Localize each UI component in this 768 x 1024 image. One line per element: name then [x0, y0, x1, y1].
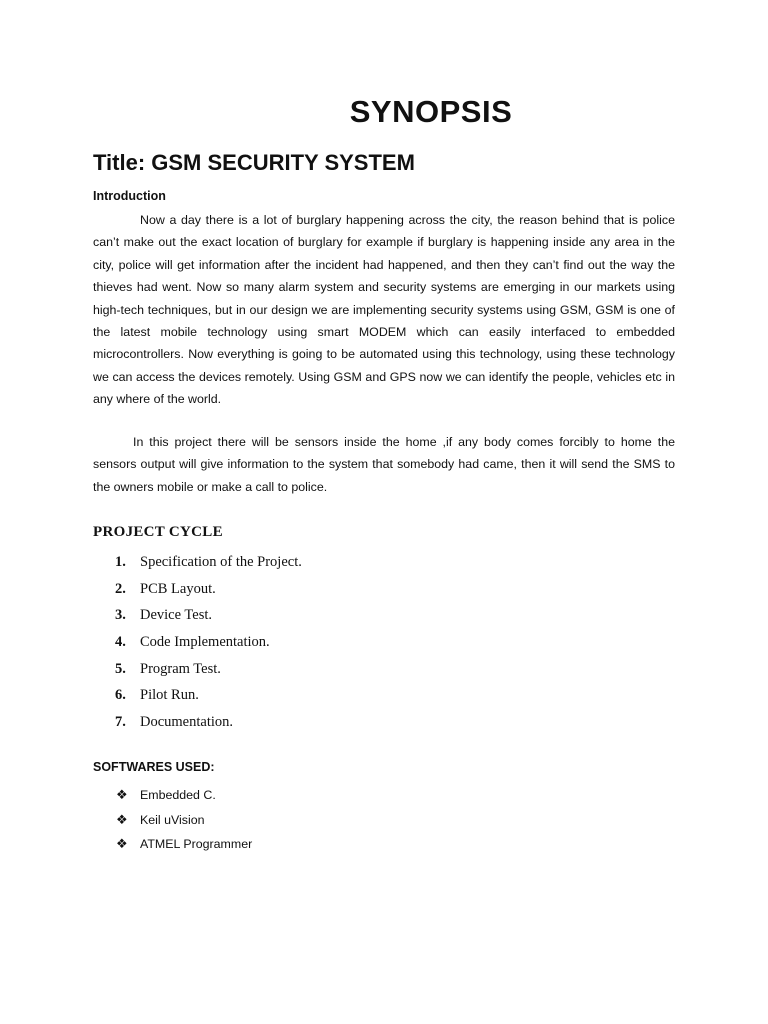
diamond-bullet-icon: ❖	[116, 837, 128, 853]
list-item-text: Specification of the Project.	[140, 554, 302, 570]
list-item-text: Pilot Run.	[140, 687, 199, 704]
document-title: Title: GSM SECURITY SYSTEM	[93, 150, 415, 175]
software-item	[116, 808, 252, 833]
softwares-used-label: SOFTWARES USED	[93, 760, 211, 774]
project-cycle-item	[115, 682, 302, 709]
diamond-bullet-icon: ❖	[116, 812, 128, 828]
document-heading: SYNOPSIS	[349, 94, 513, 129]
list-item-text: Documentation.	[140, 714, 234, 731]
project-cycle-item	[115, 549, 302, 576]
diamond-bullet-icon: ❖	[116, 788, 128, 803]
project-cycle-item	[115, 576, 302, 603]
softwares-used-heading	[93, 760, 215, 774]
introduction-paragraph: Now a day there is a lot of burglary happening across the city, the reason behind that is police can’t make out the exact location of burglary for example if burglary is happening inside any area in the city, police will get information after the incident had happened, and then they can’t find out the way the thieves had went. Now so many alarm system and security systems are emerging in our markets using high-tech techniques, but in our design we are implementing security systems using GSM, GSM is one of the latest mobile technology using smart MODEM which can easily interfaced to embedded microcontrollers. Now everything is going to be automated using this technology, using these technology we can access the devices remotely. Using GSM and GPS now we can identify the people, vehicles etc in any where of the world.	[93, 213, 675, 407]
list-number: 5.	[115, 660, 126, 677]
software-item-text: ATMEL Programmer	[140, 837, 253, 852]
project-cycle-item	[115, 656, 302, 683]
project-cycle-heading: PROJECT CYCLE	[93, 524, 223, 540]
project-description-paragraph: In this project there will be sensors inside the home ,if any body comes forcibly to home the sensors output will give information to the system that somebody had came, then it will send the SMS to the owners mobile or make a call to police.	[93, 435, 675, 494]
list-number: 2.	[115, 580, 126, 597]
project-cycle-list	[115, 549, 302, 736]
softwares-used-colon: :	[210, 760, 215, 774]
project-cycle-item	[115, 629, 302, 656]
list-number: 1.	[115, 554, 126, 570]
software-list	[116, 783, 252, 857]
software-item-text: Embedded C.	[140, 788, 216, 802]
list-number: 7.	[115, 714, 126, 731]
project-cycle-item	[115, 709, 302, 736]
software-item-text: Keil uVision	[140, 812, 205, 827]
list-number: 6.	[115, 687, 126, 704]
list-item-text: Program Test.	[140, 660, 221, 677]
list-item-text: PCB Layout.	[140, 580, 216, 597]
project-cycle-item	[115, 602, 302, 629]
list-item-text: Device Test.	[140, 607, 212, 624]
list-number: 4.	[115, 634, 126, 651]
list-item-text: Code Implementation.	[140, 634, 270, 651]
software-item	[116, 783, 252, 808]
software-item	[116, 832, 252, 857]
introduction-heading: Introduction	[93, 189, 166, 203]
list-number: 3.	[115, 607, 126, 624]
